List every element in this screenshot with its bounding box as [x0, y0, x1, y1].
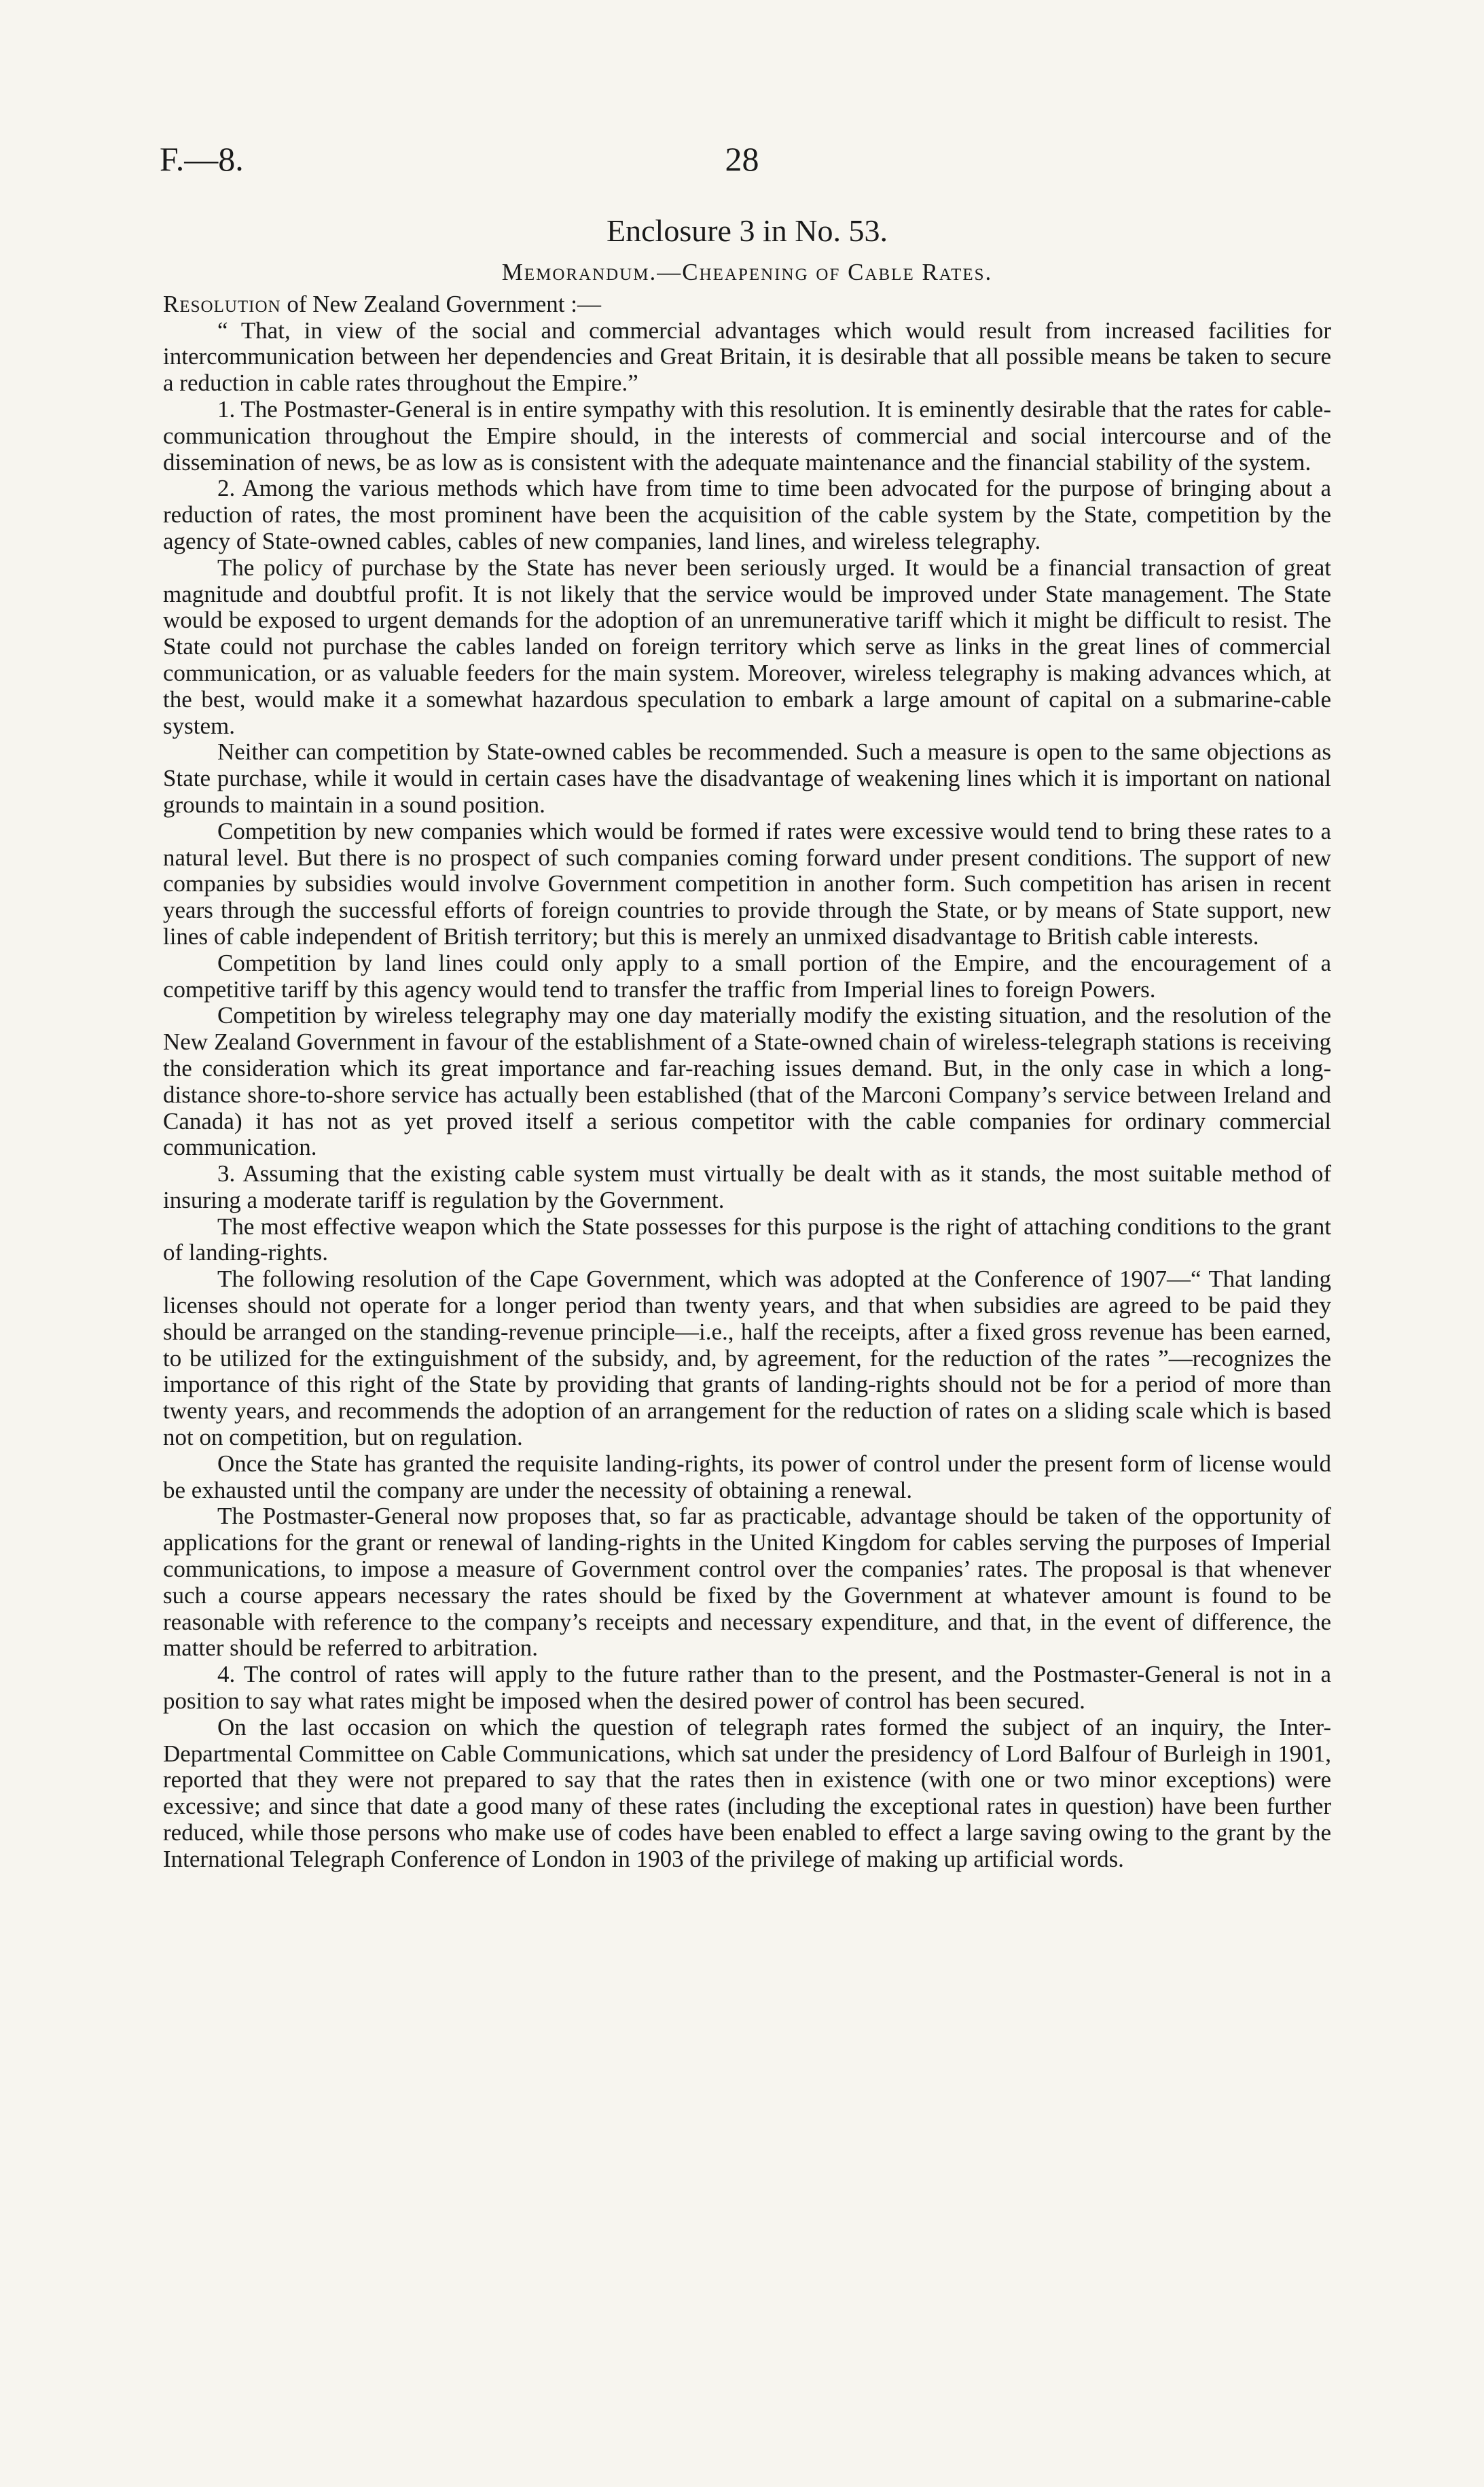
paragraph: Competition by land lines could only apply to a small portion of the Empire, and the encouragement of a competitive tariff by this agency would tend to transfer the traffic from Imperial lines to foreign Powers. [163, 949, 1331, 1003]
resolution-label: Resolution [163, 290, 281, 317]
memo-title: Memorandum.—Cheapening of Cable Rates. [501, 259, 993, 285]
paragraph: 3. Assuming that the existing cable system must virtually be dealt with as it stands, the most suitable method of insuring a moderate tariff is regulation by the Government. [163, 1160, 1331, 1213]
resolution-rest: of New Zealand Government :— [280, 290, 601, 317]
document-reference: F.—8. [160, 140, 244, 178]
paragraph: 2. Among the various methods which have from time to time been advocated for the purpose of bringing about a reduction of rates, the most prominent have been the acquisition of the cable system by the State, competition by the agency of State-owned cables, cables of new companies, land lines, and wireless telegraphy. [163, 475, 1331, 554]
paragraph: Competition by wireless telegraphy may one day materially modify the existing situation, and the resolution of the New Zealand Government in favour of the establishment of a State-owned chain of wireless-telegraph stations is receiving the consideration which its great importance and far-reaching issues demand. But, in the only case in which a long-distance shore-to-shore service has actually been established (that of the Marconi Company’s service between Ireland and Canada) it has not as yet proved itself a serious competitor with the cable companies for ordinary commercial communication. [163, 1002, 1331, 1161]
paragraph: 1. The Postmaster-General is in entire sympathy with this resolution. It is eminently desirable that the rates for cable-communication throughout the Empire should, in the interests of commercial and social intercourse and of the dissemination of news, be as low as is consistent with the adequate maintenance and the financial stability of the system. [163, 395, 1331, 476]
paragraph: Neither can competition by State-owned cables be recommended. Such a measure is open to the same objections as State purchase, while it would in certain cases have the disadvantage of weakening lines which it is important on national grounds to maintain in a sound position. [163, 738, 1331, 818]
paragraph: The following resolution of the Cape Government, which was adopted at the Conference of 1907—“ That landing licenses should not operate for a longer period than twenty years, and that when subsidies are agreed to be paid they should be arranged on the standing-revenue principle—i.e., half the receipts, after a fixed gross revenue has been earned, to be utilized for the extinguishment of the subsidy, and, by agreement, for the reduction of the rates ”—recognizes the importance of this right of the State by providing that grants of landing-rights should not be for a period of more than twenty years, and recommends the adoption of an arrangement for the reduction of rates on a sliding scale which is based not on competition, but on regulation. [163, 1266, 1331, 1451]
paragraph: The policy of purchase by the State has never been seriously urged. It would be a financial transaction of great magnitude and doubtful profit. It is not likely that the service would be improved under State management. The State would be exposed to urgent demands for the adoption of an unremunerative tariff which it might be difficult to resist. The State could not purchase the cables landed on foreign territory which serve as links in the great lines of commercial communication, or as valuable feeders for the main system. Moreover, wireless telegraphy is making advances which, at the best, would make it a somewhat hazardous speculation to embark a large amount of capital on a submarine-cable system. [163, 554, 1331, 739]
paragraph-quote: “ That, in view of the social and commercial advantages which would result from increased facilities for intercommunication between her dependencies and Great Britain, it is desirable that all possible means be taken to secure a reduction in cable rates throughout the Empire.” [163, 317, 1331, 397]
page-number: 28 [725, 140, 759, 178]
paragraph: Once the State has granted the requisite landing-rights, its power of control under the present form of license would be exhausted until the company are under the necessity of obtaining a renewal. [163, 1450, 1331, 1503]
document-body [163, 211, 1331, 1873]
paragraph: 4. The control of rates will apply to the future rather than to the present, and the Postmaster-General is not in a position to say what rates might be imposed when the desired power of control has been secured. [163, 1661, 1331, 1715]
paragraph: The most effective weapon which the State possesses for this purpose is the right of attaching conditions to the grant of landing-rights. [163, 1213, 1331, 1266]
paragraph: The Postmaster-General now proposes that, so far as practicable, advantage should be taken of the opportunity of applications for the grant or renewal of landing-rights in the United Kingdom for cables serving the purposes of Imperial communications, to impose a measure of Government control over the companies’ rates. The proposal is that whenever such a course appears necessary the rates should be fixed by the Government at whatever amount is found to be reasonable with reference to the company’s receipts and necessary expenditure, and that, in the event of difference, the matter should be referred to arbitration. [163, 1503, 1331, 1662]
paragraph: Competition by new companies which would be formed if rates were excessive would tend to bring these rates to a natural level. But there is no prospect of such companies coming forward under present conditions. The support of new companies by subsidies would involve Government competition in another form. Such competition has arisen in recent years through the successful efforts of foreign countries to provide through the State, or by means of State support, new lines of cable independent of British territory; but this is merely an unmixed disadvantage to British cable interests. [163, 817, 1331, 950]
paragraph: On the last occasion on which the question of telegraph rates formed the subject of an inquiry, the Inter-Departmental Committee on Cable Communications, which sat under the presidency of Lord Balfour of Burleigh in 1901, reported that they were not prepared to say that the rates then in existence (with one or two minor exceptions) were excessive; and since that date a good many of these rates (including the exceptional rates in question) have been further reduced, while those persons who make use of codes have been enabled to effect a large saving owing to the grant by the International Telegraph Conference of London in 1903 of the privilege of making up artificial words. [163, 1713, 1331, 1872]
resolution-line [163, 291, 1331, 318]
enclosure-title: Enclosure 3 in No. 53. [607, 213, 888, 248]
